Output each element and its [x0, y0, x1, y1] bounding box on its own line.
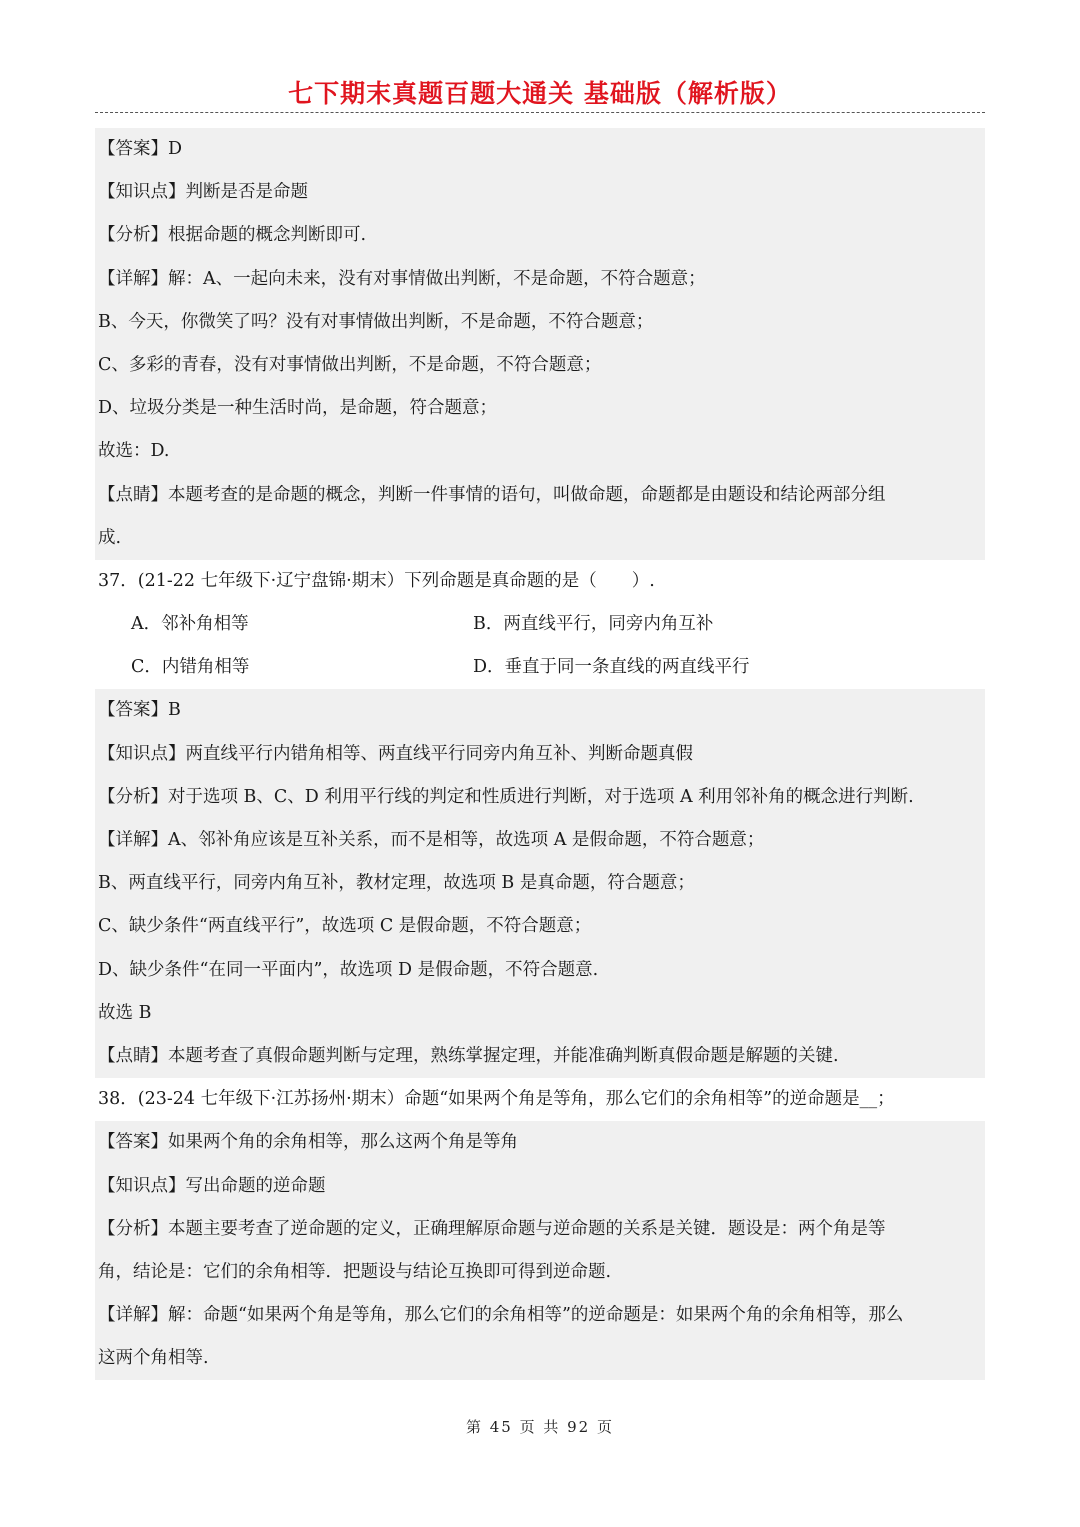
- options-row: [95, 646, 985, 689]
- option-d: D．垂直于同一条直线的两直线平行: [473, 657, 750, 678]
- knowledge-line: 【知识点】判断是否是命题: [98, 182, 308, 203]
- analysis-line: 【分析】对于选项 B、C、D 利用平行线的判定和性质进行判断，对于选项 A 利用邻补角的概念进行判断.: [98, 786, 914, 807]
- detail-line: 这两个角相等.: [98, 1348, 209, 1369]
- question-37: [95, 560, 985, 690]
- answer-block-36: [95, 128, 985, 560]
- header-divider: [95, 112, 985, 113]
- detail-line: D、缺少条件“在同一平面内”，故选项 D 是假命题，不符合题意.: [98, 959, 599, 980]
- question-stem: 37．(21-22 七年级下·辽宁盘锦·期末）下列命题是真命题的是（ ）.: [98, 570, 655, 591]
- answer-block-37: [95, 689, 985, 1078]
- detail-line: B、今天，你微笑了吗？没有对事情做出判断，不是命题，不符合题意；: [98, 311, 654, 332]
- comment-line: 成.: [98, 527, 122, 548]
- answer-block-38: [95, 1121, 985, 1380]
- question-stem: 38．(23-24 七年级下·江苏扬州·期末）命题“如果两个角是等角，那么它们的余角相等”的逆命题是__；: [98, 1089, 895, 1110]
- document-body: [95, 128, 985, 1380]
- answer-line: 【答案】B: [98, 700, 181, 721]
- knowledge-line: 【知识点】两直线平行内错角相等、两直线平行同旁内角互补、判断命题真假: [98, 743, 693, 764]
- page-number: 第 45 页 共 92 页: [465, 1418, 614, 1436]
- detail-line: 【详解】A、邻补角应该是互补关系，而不是相等，故选项 A 是假命题，不符合题意；: [98, 830, 765, 850]
- analysis-line: 角，结论是：它们的余角相等．把题设与结论互换即可得到逆命题.: [98, 1261, 612, 1282]
- question-38: [95, 1078, 985, 1121]
- detail-line: C、缺少条件“两直线平行”，故选项 C 是假命题，不符合题意；: [98, 916, 592, 937]
- detail-line: 【详解】解：命题“如果两个角是等角，那么它们的余角相等”的逆命题是：如果两个角的余角相等，那么: [98, 1305, 904, 1326]
- comment-line: 【点睛】本题考查的是命题的概念，判断一件事情的语句，叫做命题，命题都是由题设和结论两部分组: [98, 484, 886, 505]
- analysis-line: 【分析】本题主要考查了逆命题的定义，正确理解原命题与逆命题的关系是关键．题设是：两个角是等: [98, 1218, 886, 1239]
- knowledge-line: 【知识点】写出命题的逆命题: [98, 1175, 326, 1196]
- detail-line: C、多彩的青春，没有对事情做出判断，不是命题，不符合题意；: [98, 354, 602, 375]
- answer-line: 【答案】如果两个角的余角相等，那么这两个角是等角: [98, 1132, 518, 1153]
- choice-line: 故选：D.: [98, 441, 170, 462]
- option-b: B．两直线平行，同旁内角互补: [473, 614, 714, 635]
- choice-line: 故选 B: [98, 1002, 152, 1023]
- option-c: C．内错角相等: [131, 657, 250, 678]
- detail-line: 【详解】解：A、一起向未来，没有对事情做出判断，不是命题，不符合题意；: [98, 268, 706, 289]
- answer-line: 【答案】D: [98, 139, 183, 159]
- comment-line: 【点睛】本题考查了真假命题判断与定理，熟练掌握定理，并能准确判断真假命题是解题的关键.: [98, 1045, 839, 1066]
- analysis-line: 【分析】根据命题的概念判断即可.: [98, 225, 367, 246]
- detail-line: B、两直线平行，同旁内角互补，教材定理，故选项 B 是真命题，符合题意；: [98, 873, 695, 894]
- detail-line: D、垃圾分类是一种生活时尚，是命题，符合题意；: [98, 398, 498, 419]
- page-header-title: 七下期末真题百题大通关 基础版（解析版）: [288, 79, 792, 108]
- option-a: A．邻补角相等: [131, 614, 249, 635]
- options-row: [95, 603, 985, 646]
